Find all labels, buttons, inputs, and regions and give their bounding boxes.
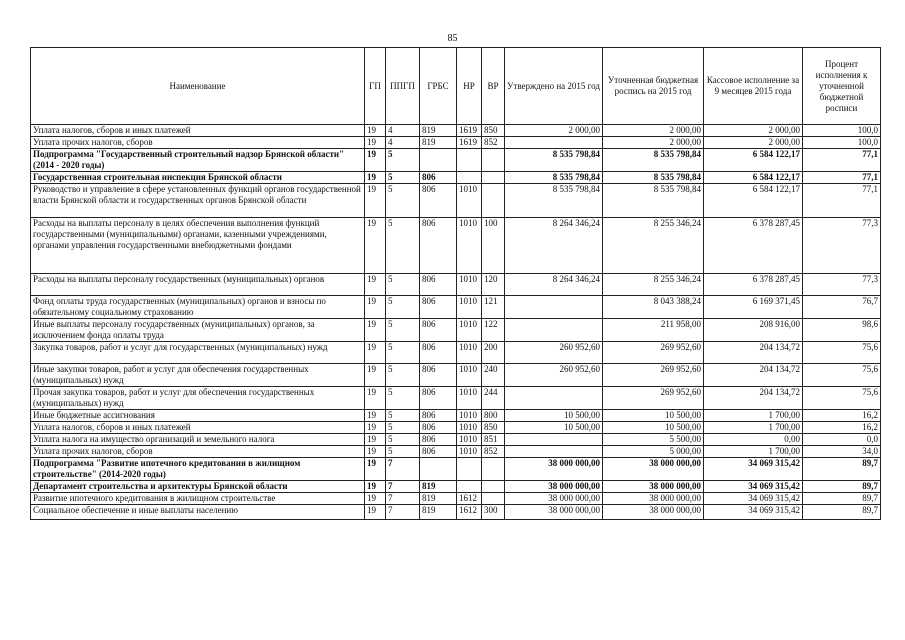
table-row [31,218,881,274]
table-row [31,274,881,296]
row-approved: 10 500,00 [505,410,603,422]
row-vr [482,481,505,493]
row-refined: 5 500,00 [603,434,704,446]
row-ppgp: 5 [386,149,420,172]
row-vr: 121 [482,296,505,319]
row-ppgp: 5 [386,296,420,319]
row-grbs: 806 [420,342,457,364]
row-name: Закупка товаров, работ и услуг для государственных (муниципальных) нужд [31,342,365,364]
row-ppgp: 5 [386,218,420,274]
row-percent: 0,0 [803,434,881,446]
row-ppgp: 5 [386,364,420,387]
row-cash: 6 584 122,17 [704,149,803,172]
row-refined: 8 535 798,84 [603,184,704,218]
row-nr: 1010 [457,364,482,387]
row-nr: 1010 [457,342,482,364]
row-refined: 269 952,60 [603,342,704,364]
table-row [31,149,881,172]
row-cash: 6 584 122,17 [704,184,803,218]
row-vr [482,458,505,481]
row-ppgp: 5 [386,387,420,410]
row-nr: 1010 [457,387,482,410]
table-row [31,125,881,137]
row-vr [482,149,505,172]
row-cash: 0,00 [704,434,803,446]
row-nr: 1010 [457,218,482,274]
row-gp: 19 [365,149,386,172]
row-gp: 19 [365,342,386,364]
row-approved [505,319,603,342]
row-cash: 6 584 122,17 [704,172,803,184]
row-gp: 19 [365,218,386,274]
row-ppgp: 7 [386,458,420,481]
row-refined: 38 000 000,00 [603,493,704,505]
row-gp: 19 [365,364,386,387]
row-cash: 6 378 287,45 [704,274,803,296]
row-percent: 100,0 [803,125,881,137]
table-row [31,505,881,520]
row-name: Уплата налогов, сборов и иных платежей [31,125,365,137]
row-percent: 75,6 [803,364,881,387]
row-vr: 851 [482,434,505,446]
row-nr: 1612 [457,493,482,505]
row-cash: 34 069 315,42 [704,458,803,481]
table-row [31,319,881,342]
row-vr: 850 [482,125,505,137]
row-refined: 8 535 798,84 [603,172,704,184]
row-nr: 1612 [457,505,482,520]
row-ppgp: 4 [386,125,420,137]
row-vr: 852 [482,446,505,458]
row-ppgp: 5 [386,342,420,364]
row-name: Иные закупки товаров, работ и услуг для обеспечения государственных (муниципальных) нужд [31,364,365,387]
row-nr [457,172,482,184]
row-approved: 2 000,00 [505,125,603,137]
row-name: Иные выплаты персоналу государственных (муниципальных) органов, за исключением фонда оплаты труда [31,319,365,342]
row-gp: 19 [365,422,386,434]
row-grbs: 806 [420,296,457,319]
row-nr [457,149,482,172]
row-name: Подпрограмма "Государственный строительный надзор Брянской области" (2014 - 2020 годы) [31,149,365,172]
row-ppgp: 7 [386,493,420,505]
row-refined: 38 000 000,00 [603,458,704,481]
row-name: Фонд оплаты труда государственных (муниципальных) органов и взносы по обязательному социальному страхованию [31,296,365,319]
row-percent: 77,1 [803,184,881,218]
row-ppgp: 4 [386,137,420,149]
row-cash: 204 134,72 [704,364,803,387]
row-refined: 2 000,00 [603,137,704,149]
row-approved: 38 000 000,00 [505,505,603,520]
row-nr [457,458,482,481]
row-name: Развитие ипотечного кредитования в жилищном строительстве [31,493,365,505]
header-approved: Утверждено на 2015 год [505,48,603,125]
row-ppgp: 5 [386,319,420,342]
row-grbs: 806 [420,364,457,387]
row-percent: 77,1 [803,172,881,184]
row-grbs: 806 [420,410,457,422]
row-grbs: 806 [420,184,457,218]
row-cash: 6 169 371,45 [704,296,803,319]
table-row [31,422,881,434]
table-row [31,364,881,387]
row-approved: 38 000 000,00 [505,493,603,505]
row-approved [505,296,603,319]
row-gp: 19 [365,319,386,342]
row-approved: 8 264 346,24 [505,218,603,274]
row-refined: 269 952,60 [603,364,704,387]
row-percent: 75,6 [803,387,881,410]
row-name: Прочая закупка товаров, работ и услуг для обеспечения государственных (муниципальных) нужд [31,387,365,410]
row-approved: 8 535 798,84 [505,172,603,184]
header-refined: Уточненная бюджетная роспись на 2015 год [603,48,704,125]
row-gp: 19 [365,137,386,149]
table-row [31,137,881,149]
row-cash: 204 134,72 [704,387,803,410]
row-percent: 75,6 [803,342,881,364]
row-approved: 38 000 000,00 [505,458,603,481]
row-grbs: 819 [420,481,457,493]
row-cash: 2 000,00 [704,125,803,137]
table-row [31,434,881,446]
row-grbs: 806 [420,319,457,342]
row-cash: 2 000,00 [704,137,803,149]
row-approved: 260 952,60 [505,342,603,364]
row-gp: 19 [365,410,386,422]
row-gp: 19 [365,434,386,446]
row-approved [505,434,603,446]
row-name: Подпрограмма "Развитие ипотечного кредитования в жилищном строительстве" (2014-2020 годы) [31,458,365,481]
row-name: Уплата налога на имущество организаций и земельного налога [31,434,365,446]
row-gp: 19 [365,387,386,410]
row-vr: 850 [482,422,505,434]
row-cash: 34 069 315,42 [704,493,803,505]
row-name: Расходы на выплаты персоналу государственных (муниципальных) органов [31,274,365,296]
row-nr: 1010 [457,296,482,319]
row-percent: 89,7 [803,493,881,505]
row-percent: 89,7 [803,505,881,520]
table-row [31,493,881,505]
row-cash: 204 134,72 [704,342,803,364]
row-cash: 1 700,00 [704,410,803,422]
row-ppgp: 7 [386,481,420,493]
row-vr: 122 [482,319,505,342]
row-approved: 8 535 798,84 [505,184,603,218]
header-grbs: ГРБС [420,48,457,125]
row-nr: 1619 [457,137,482,149]
header-vr: ВР [482,48,505,125]
row-refined: 38 000 000,00 [603,481,704,493]
row-gp: 19 [365,493,386,505]
row-grbs [420,149,457,172]
header-ppgp: ППГП [386,48,420,125]
header-cash: Кассовое исполнение за 9 месяцев 2015 года [704,48,803,125]
row-name: Руководство и управление в сфере установленных функций органов государственной власти Брянской области и государственных органов Брянской области [31,184,365,218]
row-name: Социальное обеспечение и иные выплаты населению [31,505,365,520]
row-vr [482,493,505,505]
row-gp: 19 [365,505,386,520]
row-refined: 269 952,60 [603,387,704,410]
table-row [31,296,881,319]
row-name: Уплата налогов, сборов и иных платежей [31,422,365,434]
row-refined: 2 000,00 [603,125,704,137]
header-row [31,48,881,125]
row-cash: 34 069 315,42 [704,505,803,520]
header-percent: Процент исполнения к уточненной бюджетной росписи [803,48,881,125]
row-gp: 19 [365,446,386,458]
row-refined: 211 958,00 [603,319,704,342]
row-refined: 8 043 388,24 [603,296,704,319]
row-percent: 89,7 [803,458,881,481]
row-nr: 1010 [457,319,482,342]
header-gp: ГП [365,48,386,125]
row-gp: 19 [365,184,386,218]
row-vr: 244 [482,387,505,410]
table-header [31,48,881,125]
row-approved [505,446,603,458]
table-row [31,410,881,422]
table-row [31,342,881,364]
row-gp: 19 [365,458,386,481]
header-nr: НР [457,48,482,125]
row-vr [482,172,505,184]
row-percent: 77,1 [803,149,881,172]
row-grbs: 806 [420,274,457,296]
row-nr [457,481,482,493]
row-approved [505,137,603,149]
row-vr [482,184,505,218]
row-nr: 1010 [457,434,482,446]
table-row [31,446,881,458]
row-nr: 1010 [457,184,482,218]
row-nr: 1010 [457,422,482,434]
row-refined: 8 255 346,24 [603,218,704,274]
row-nr: 1010 [457,446,482,458]
row-vr: 800 [482,410,505,422]
row-approved: 38 000 000,00 [505,481,603,493]
row-approved: 260 952,60 [505,364,603,387]
row-percent: 89,7 [803,481,881,493]
row-vr: 100 [482,218,505,274]
table-row [31,458,881,481]
row-refined: 8 255 346,24 [603,274,704,296]
header-name: Наименование [31,48,365,125]
row-gp: 19 [365,172,386,184]
row-cash: 1 700,00 [704,446,803,458]
row-grbs: 819 [420,505,457,520]
row-cash: 34 069 315,42 [704,481,803,493]
row-grbs: 819 [420,137,457,149]
row-vr: 852 [482,137,505,149]
row-name: Государственная строительная инспекция Брянской области [31,172,365,184]
row-refined: 10 500,00 [603,410,704,422]
row-nr: 1010 [457,410,482,422]
row-ppgp: 5 [386,410,420,422]
row-grbs: 819 [420,125,457,137]
row-grbs: 819 [420,493,457,505]
row-gp: 19 [365,296,386,319]
row-percent: 77,3 [803,218,881,274]
table-body [31,125,881,520]
row-ppgp: 5 [386,172,420,184]
row-grbs: 806 [420,446,457,458]
row-percent: 76,7 [803,296,881,319]
row-ppgp: 5 [386,422,420,434]
budget-table [30,47,881,520]
row-refined: 38 000 000,00 [603,505,704,520]
row-ppgp: 7 [386,505,420,520]
table-row [31,184,881,218]
row-percent: 34,0 [803,446,881,458]
row-grbs [420,458,457,481]
row-vr: 120 [482,274,505,296]
row-grbs: 806 [420,172,457,184]
row-name: Уплата прочих налогов, сборов [31,137,365,149]
row-cash: 208 916,00 [704,319,803,342]
row-grbs: 806 [420,422,457,434]
row-ppgp: 5 [386,274,420,296]
row-gp: 19 [365,481,386,493]
row-approved: 10 500,00 [505,422,603,434]
row-name: Иные бюджетные ассигнования [31,410,365,422]
row-percent: 98,6 [803,319,881,342]
row-name: Департамент строительства и архитектуры Брянской области [31,481,365,493]
row-gp: 19 [365,274,386,296]
row-grbs: 806 [420,387,457,410]
row-refined: 5 000,00 [603,446,704,458]
row-nr: 1010 [457,274,482,296]
row-grbs: 806 [420,434,457,446]
row-approved: 8 535 798,84 [505,149,603,172]
row-vr: 240 [482,364,505,387]
row-ppgp: 5 [386,446,420,458]
row-nr: 1619 [457,125,482,137]
row-vr: 200 [482,342,505,364]
row-percent: 16,2 [803,422,881,434]
row-gp: 19 [365,125,386,137]
row-approved: 8 264 346,24 [505,274,603,296]
table-row [31,172,881,184]
row-refined: 8 535 798,84 [603,149,704,172]
row-ppgp: 5 [386,434,420,446]
row-ppgp: 5 [386,184,420,218]
row-grbs: 806 [420,218,457,274]
row-name: Уплата прочих налогов, сборов [31,446,365,458]
row-percent: 16,2 [803,410,881,422]
row-percent: 77,3 [803,274,881,296]
table-row [31,481,881,493]
row-cash: 1 700,00 [704,422,803,434]
row-approved [505,387,603,410]
row-cash: 6 378 287,45 [704,218,803,274]
table-row [31,387,881,410]
row-name: Расходы на выплаты персоналу в целях обеспечения выполнения функций государственными (муниципальными) органами, казенными учреждениями, органами управления государственными внебюджетными фондами [31,218,365,274]
page-number: 85 [447,33,458,44]
row-refined: 10 500,00 [603,422,704,434]
row-vr: 300 [482,505,505,520]
row-percent: 100,0 [803,137,881,149]
